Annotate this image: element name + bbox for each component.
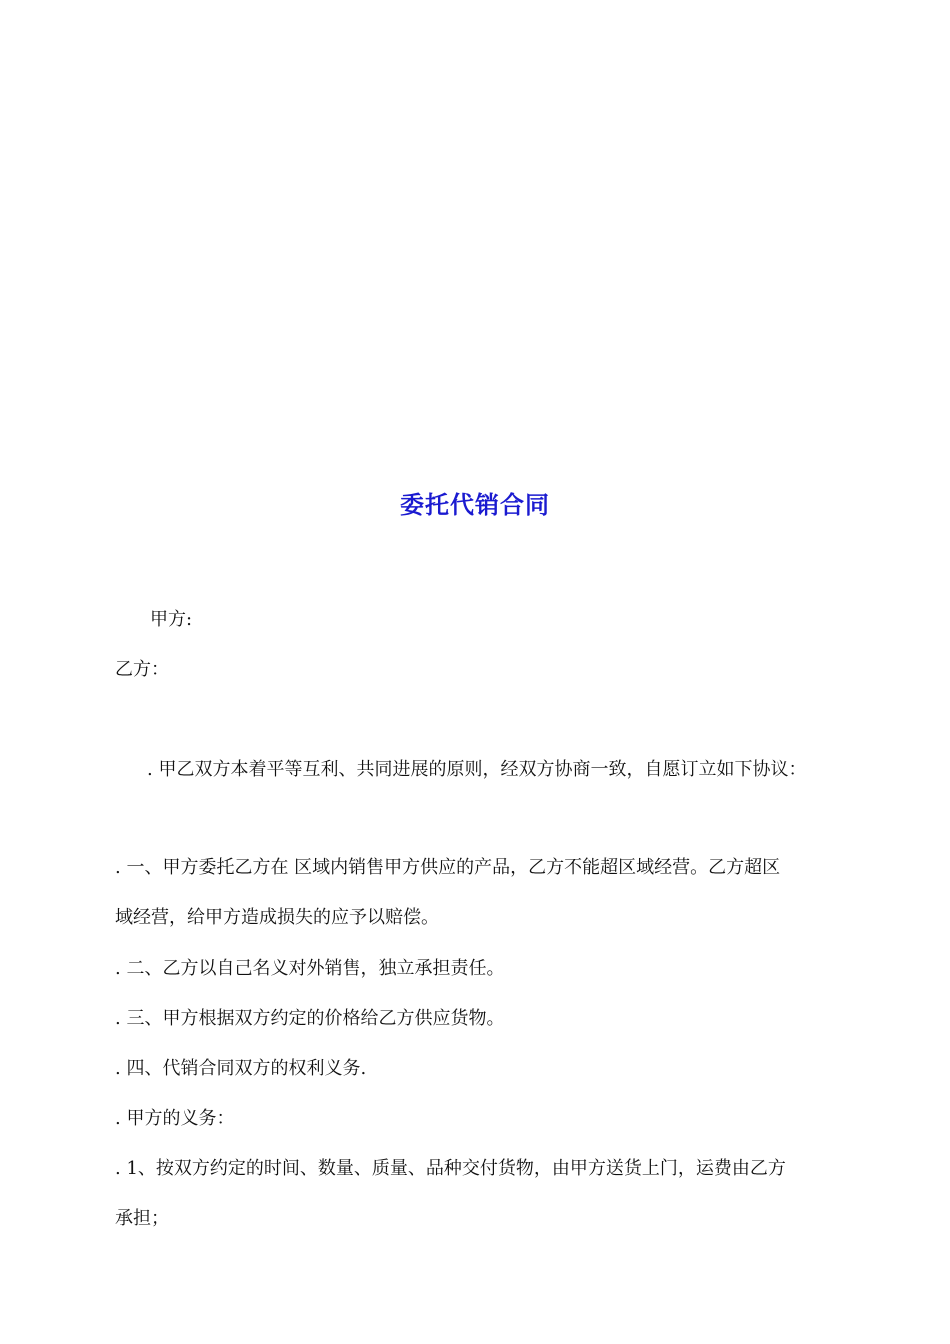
duty-1-line-1: . 1、按双方约定的时间、数量、质量、品种交付货物，由甲方送货上门，运费由乙方 [115,1158,786,1179]
party-a-label: 甲方: [150,609,193,630]
clause-1-line-2: 域经营，给甲方造成损失的应予以赔偿。 [115,907,439,928]
preamble-paragraph: . 甲乙双方本着平等互利、共同进展的原则，经双方协商一致，自愿订立如下协议： [147,759,807,780]
duty-1-line-2: 承担； [115,1208,169,1229]
clause-2: . 二、乙方以自己名义对外销售，独立承担责任。 [115,958,505,979]
document-title: 委托代销合同 [400,491,550,519]
party-b-label: 乙方： [115,659,169,680]
clause-1-line-1: . 一、甲方委托乙方在 区域内销售甲方供应的产品，乙方不能超区域经营。乙方超区 [115,857,781,878]
clause-4: . 四、代销合同双方的权利义务. [115,1058,367,1079]
clause-3: . 三、甲方根据双方约定的价格给乙方供应货物。 [115,1008,505,1029]
party-a-duties-heading: . 甲方的义务： [115,1108,235,1129]
